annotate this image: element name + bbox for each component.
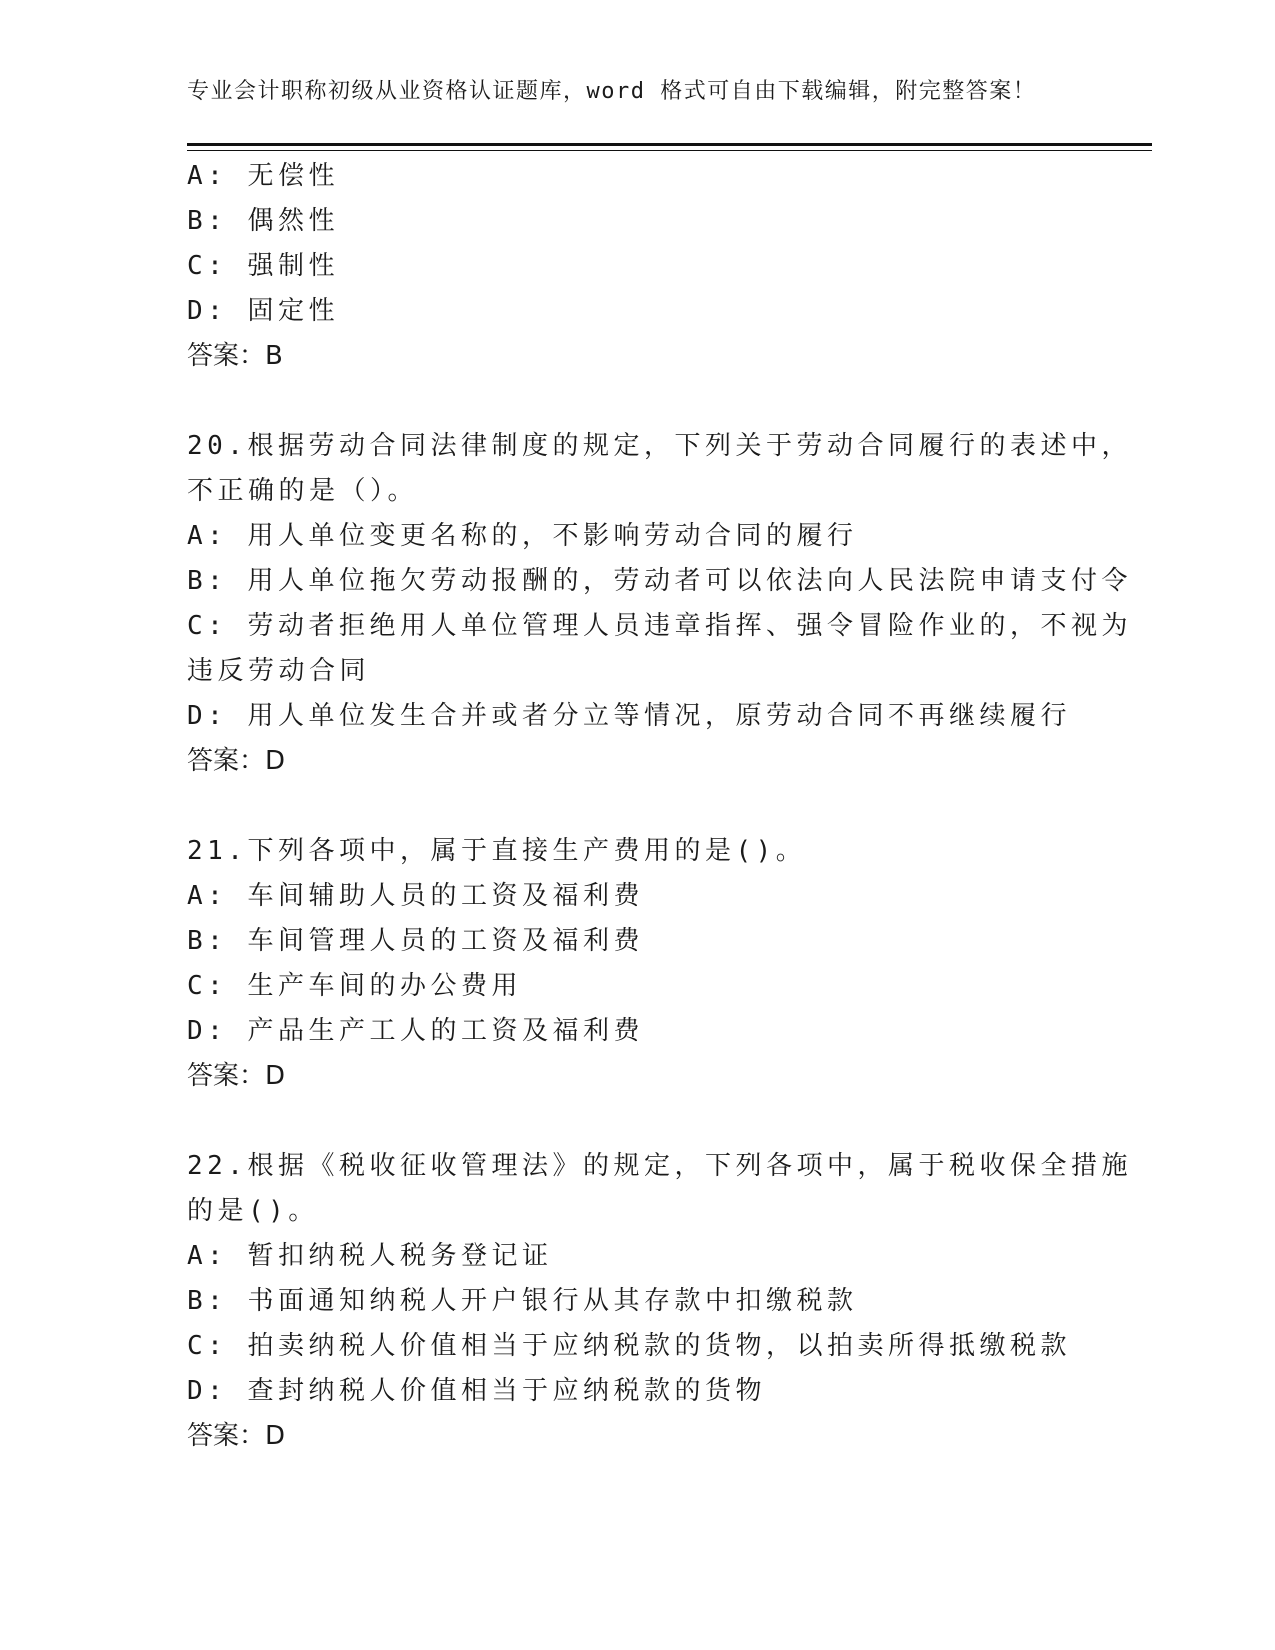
q22-stem-line1: 22.根据《税收征收管理法》的规定，下列各项中，属于税收保全措施 [187,1151,1132,1181]
q21-option-c: C: 生产车间的办公费用 [187,971,522,1001]
q19-option-c: C: 强制性 [187,251,339,281]
q21-stem: 21.下列各项中，属于直接生产费用的是()。 [187,836,807,866]
q20-answer: 答案：D [187,746,286,776]
q19-option-b: B: 偶然性 [187,206,339,236]
page-header: 专业会计职称初级从业资格认证题库，word 格式可自由下载编辑，附完整答案！ [187,79,1037,104]
q22-option-c: C: 拍卖纳税人价值相当于应纳税款的货物，以拍卖所得抵缴税款 [187,1331,1071,1361]
q21-option-a: A: 车间辅助人员的工资及福利费 [187,881,644,911]
q22-stem-line2: 的是()。 [187,1196,319,1226]
q20-stem-line1: 20.根据劳动合同法律制度的规定，下列关于劳动合同履行的表述中， [187,431,1132,461]
q20-option-a: A: 用人单位变更名称的，不影响劳动合同的履行 [187,521,858,551]
q20-option-b: B: 用人单位拖欠劳动报酬的，劳动者可以依法向人民法院申请支付令 [187,566,1132,596]
q19-option-a: A: 无偿性 [187,161,339,191]
q22-option-d: D: 查封纳税人价值相当于应纳税款的货物 [187,1376,766,1406]
q22-answer: 答案：D [187,1421,286,1451]
q20-option-d: D: 用人单位发生合并或者分立等情况，原劳动合同不再继续履行 [187,701,1071,731]
q19-option-d: D: 固定性 [187,296,339,326]
q19-answer: 答案：B [187,341,283,371]
q21-option-b: B: 车间管理人员的工资及福利费 [187,926,644,956]
q20-stem-line2: 不正确的是（）。 [187,476,419,506]
header-rule-thick [187,143,1152,146]
q22-option-b: B: 书面通知纳税人开户银行从其存款中扣缴税款 [187,1286,858,1316]
q20-option-c: C: 劳动者拒绝用人单位管理人员违章指挥、强令冒险作业的，不视为 [187,611,1132,641]
header-rule-thin [187,150,1152,151]
q22-option-a: A: 暂扣纳税人税务登记证 [187,1241,553,1271]
q20-option-c-cont: 违反劳动合同 [187,656,371,686]
q21-answer: 答案：D [187,1061,286,1091]
q21-option-d: D: 产品生产工人的工资及福利费 [187,1016,644,1046]
